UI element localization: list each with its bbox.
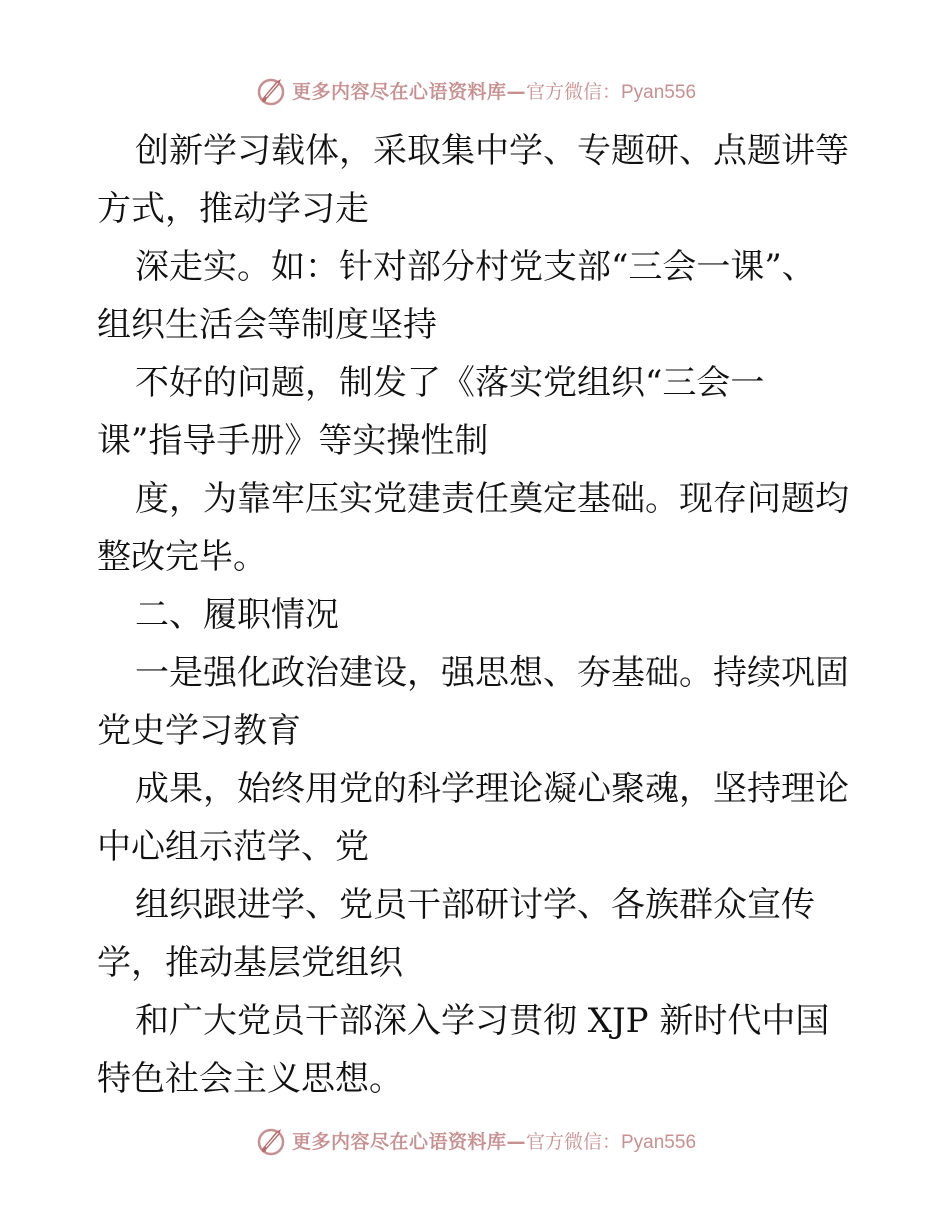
header-watermark-site: 更多内容尽在心语资料库— — [291, 80, 526, 103]
body-line: 不好的问题，制发了《落实党组织“三会一 — [135, 363, 765, 403]
header-watermark-contact: 官方微信：Pyan556 — [526, 81, 697, 103]
body-line: 特色社会主义思想。 — [97, 1059, 403, 1099]
body-line: 度，为靠牢压实党建责任奠定基础。现存问题均 — [135, 479, 849, 519]
body-line: 学，推动基层党组织 — [97, 943, 403, 983]
header-watermark-inner — [254, 73, 696, 107]
body-line: 党史学习教育 — [97, 711, 301, 751]
body-line: 课”指导手册》等实操性制 — [97, 421, 489, 461]
document-body — [97, 122, 857, 1108]
footer-watermark-contact: 官方微信：Pyan556 — [526, 1131, 697, 1153]
header-watermark — [0, 70, 950, 110]
body-line: 成果，始终用党的科学理论凝心聚魂，坚持理论 — [135, 769, 849, 809]
body-line: 组织跟进学、党员干部研讨学、各族群众宣传 — [135, 885, 815, 925]
body-line: 创新学习载体，采取集中学、专题研、点题讲等 — [135, 131, 849, 171]
body-line: 组织生活会等制度坚持 — [97, 305, 437, 345]
body-line: 和广大党员干部深入学习贯彻 XJP 新时代中国 — [135, 1001, 830, 1041]
footer-watermark — [0, 1120, 950, 1160]
section-heading: 二、履职情况 — [135, 595, 339, 635]
quill-pen-logo-icon — [254, 1123, 288, 1157]
quill-pen-logo-icon — [254, 73, 288, 107]
body-line: 深走实。如：针对部分村党支部“三会一课”、 — [135, 247, 816, 287]
body-line: 方式，推动学习走 — [97, 189, 369, 229]
footer-watermark-site: 更多内容尽在心语资料库— — [291, 1130, 526, 1153]
footer-watermark-inner — [254, 1123, 696, 1157]
body-line: 中心组示范学、党 — [97, 827, 369, 867]
body-line: 整改完毕。 — [97, 537, 267, 577]
body-line: 一是强化政治建设，强思想、夯基础。持续巩固 — [135, 653, 849, 693]
